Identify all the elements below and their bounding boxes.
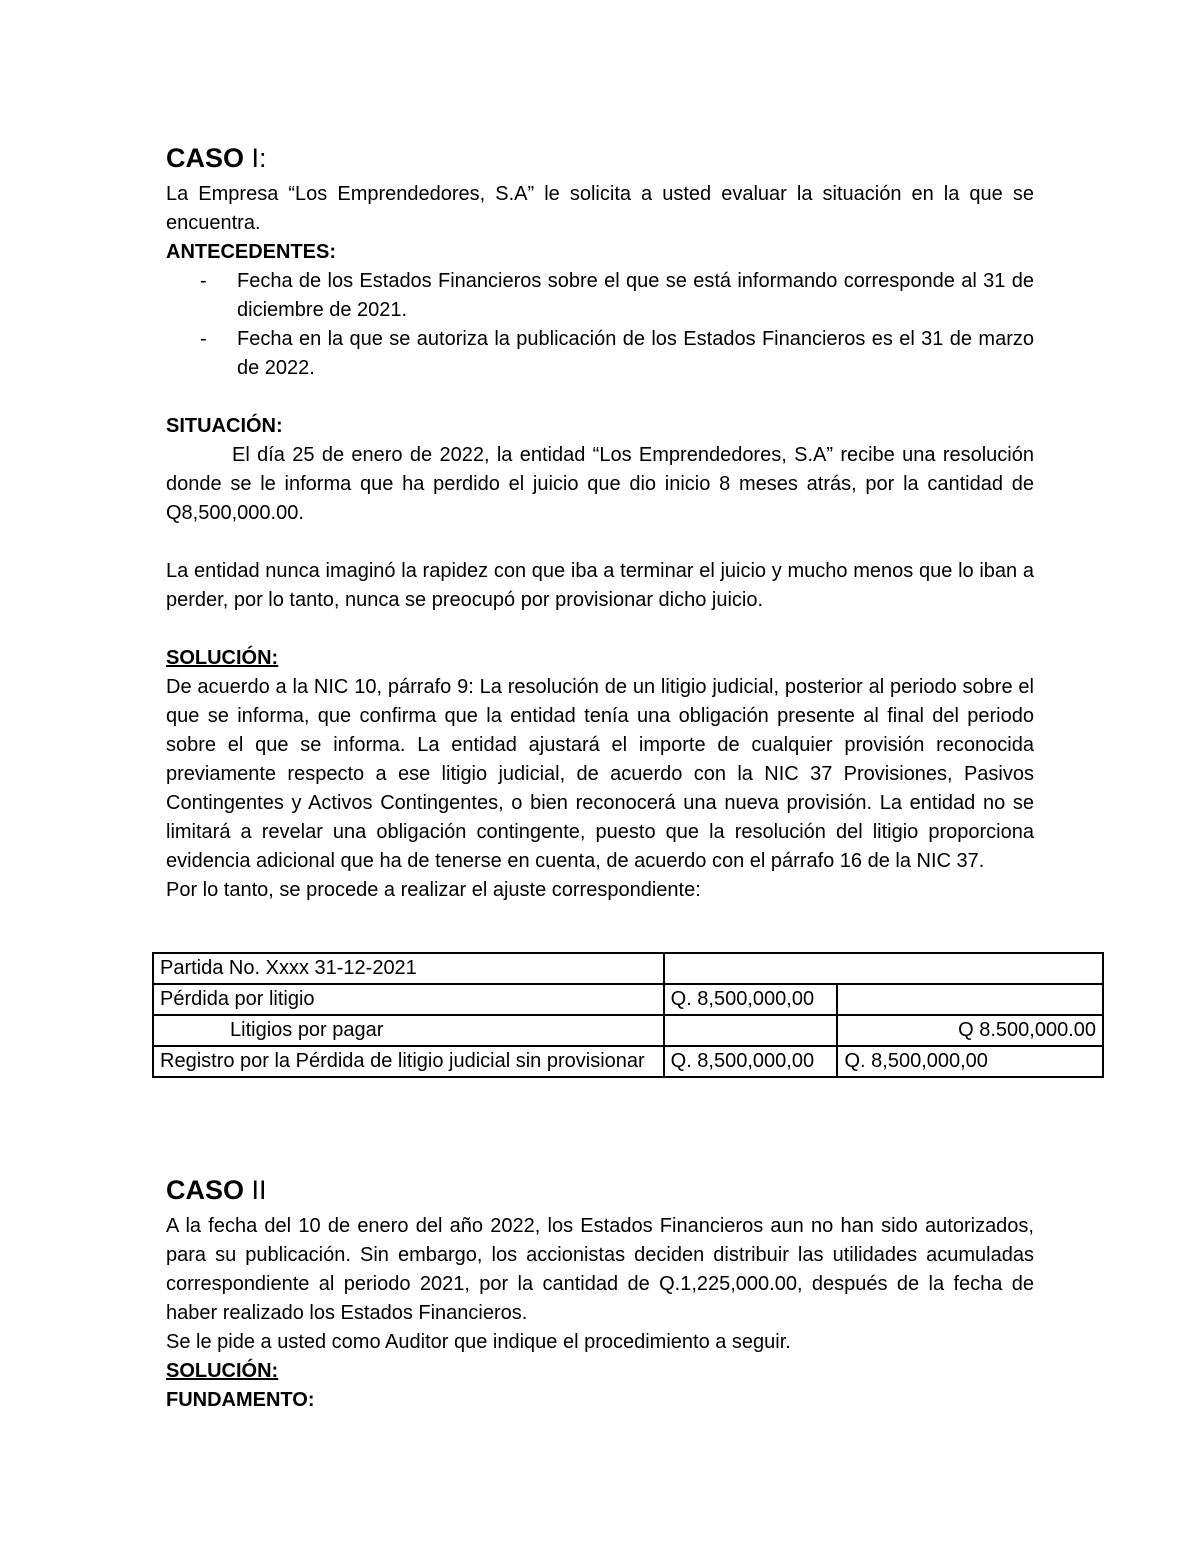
table-row xyxy=(153,953,1103,984)
case-1-title-number: I: xyxy=(251,143,267,173)
case-2-paragraph-2: Se le pide a usted como Auditor que indique el procedimiento a seguir. xyxy=(166,1331,791,1353)
case-1-intro: La Empresa “Los Emprendedores, S.A” le solicita a usted evaluar la situación en la que se encuentra. xyxy=(166,183,1034,234)
debit-cell xyxy=(664,1015,838,1046)
case-2-title-word: CASO xyxy=(166,1175,245,1205)
entry-header: Partida No. Xxxx 31-12-2021 xyxy=(153,953,664,984)
credit-cell xyxy=(837,984,1103,1015)
dash-bullet: - xyxy=(200,270,207,292)
case-2-solucion-label: SOLUCIÓN: xyxy=(166,1360,279,1382)
situacion-paragraph-1: El día 25 de enero de 2022, la entidad “Los Emprendedores, S.A” recibe una resolución donde se le informa que ha perdido el juicio que dio inicio 8 meses atrás, por la cantidad de Q8,500,000.00. xyxy=(166,444,1034,524)
case-2-section xyxy=(166,1172,1034,1415)
antecedentes-label: ANTECEDENTES: xyxy=(166,241,337,263)
list-item xyxy=(166,267,1034,325)
solucion-paragraph-1: De acuerdo a la NIC 10, párrafo 9: La resolución de un litigio judicial, posterior al periodo sobre el que se informa, que confirma que la entidad tenía una obligación presente al final del periodo sobre el que se informa. La entidad ajustará el importe de cualquier provisión reconocida previamente respecto a ese litigio judicial, de acuerdo con la NIC 37 Provisiones, Pasivos Contingentes y Activos Contingentes, o bien reconocerá una nueva provisión. La entidad no se limitará a revelar una obligación contingente, puesto que la resolución del litigio proporciona evidencia adicional que ha de tenerse en cuenta, de acuerdo con el párrafo 16 de la NIC 37. xyxy=(166,676,1034,872)
antecedente-text: Fecha de los Estados Financieros sobre el que se está informando corresponde al 31 de diciembre de 2021. xyxy=(237,270,1034,321)
case-2-fundamento-label: FUNDAMENTO: xyxy=(166,1389,315,1411)
account-cell: Registro por la Pérdida de litigio judicial sin provisionar xyxy=(153,1046,664,1077)
case-2-title xyxy=(166,1172,1034,1208)
table-row xyxy=(153,1015,1103,1046)
antecedente-text: Fecha en la que se autoriza la publicación de los Estados Financieros es el 31 de marzo de 2022. xyxy=(237,328,1034,379)
table-row xyxy=(153,1046,1103,1077)
situacion-paragraph-2: La entidad nunca imaginó la rapidez con que iba a terminar el juicio y mucho menos que lo iban a perder, por lo tanto, nunca se preocupó por provisionar dicho juicio. xyxy=(166,560,1034,611)
account-cell: Litigios por pagar xyxy=(153,1015,664,1046)
solucion-paragraph-2: Por lo tanto, se procede a realizar el ajuste correspondiente: xyxy=(166,879,701,901)
dash-bullet: - xyxy=(200,328,207,350)
case-1-section xyxy=(166,140,1034,905)
credit-cell: Q. 8,500,000,00 xyxy=(837,1046,1103,1077)
table-row xyxy=(153,984,1103,1015)
journal-entry-table xyxy=(152,952,1104,1078)
case-1-title-word: CASO xyxy=(166,143,245,173)
case-2-title-number: II xyxy=(251,1175,267,1205)
antecedentes-list xyxy=(166,267,1034,383)
credit-cell: Q 8.500,000.00 xyxy=(837,1015,1103,1046)
situacion-label: SITUACIÓN: xyxy=(166,415,283,437)
entry-header-blank xyxy=(664,953,1103,984)
list-item xyxy=(166,325,1034,383)
debit-cell: Q. 8,500,000,00 xyxy=(664,984,838,1015)
debit-cell: Q. 8,500,000,00 xyxy=(664,1046,838,1077)
account-cell: Pérdida por litigio xyxy=(153,984,664,1015)
case-2-paragraph-1: A la fecha del 10 de enero del año 2022, los Estados Financieros aun no han sido autorizados, para su publicación. Sin embargo, los accionistas deciden distribuir las utilidades acumuladas correspondiente al periodo 2021, por la cantidad de Q.1,225,000.00, después de la fecha de haber realizado los Estados Financieros. xyxy=(166,1215,1034,1324)
solucion-label: SOLUCIÓN: xyxy=(166,647,279,669)
case-1-title xyxy=(166,140,1034,176)
